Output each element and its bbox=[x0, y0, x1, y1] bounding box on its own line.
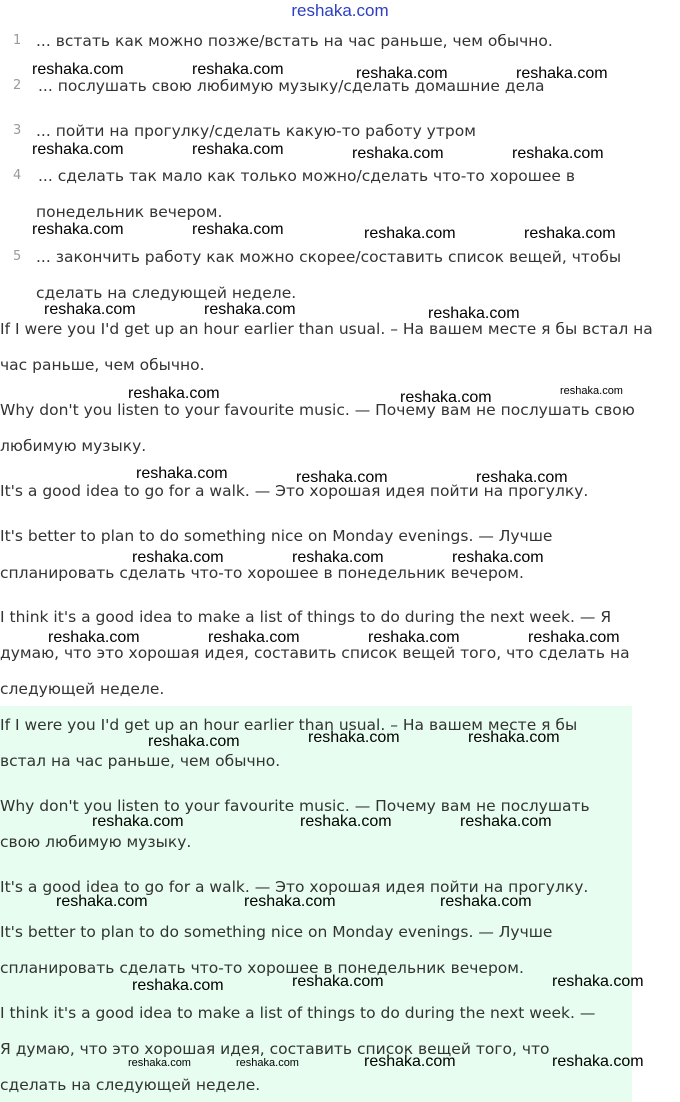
answer1-line-9: думаю, что это хорошая идея, составить список вещей того, что сделать на bbox=[0, 644, 630, 662]
watermark: reshaka.com bbox=[128, 385, 220, 402]
list-item-1-line-1: ... встать как можно позже/встать на час раньше, чем обычно. bbox=[36, 32, 553, 50]
answer1-line-4: любимую музыку. bbox=[0, 437, 147, 455]
watermark: reshaka.com bbox=[48, 629, 140, 646]
answer1-line-5: It's a good idea to go for a walk. — Это хорошая идея пойти на прогулку. bbox=[0, 482, 589, 500]
watermark: reshaka.com bbox=[452, 549, 544, 566]
watermark: reshaka.com bbox=[400, 389, 492, 406]
watermark: reshaka.com bbox=[32, 61, 124, 78]
watermark: reshaka.com bbox=[308, 729, 400, 746]
watermark: reshaka.com bbox=[296, 469, 388, 486]
watermark: reshaka.com bbox=[192, 61, 284, 78]
list-number-4: 4 bbox=[13, 168, 22, 183]
list-number-1: 1 bbox=[13, 33, 22, 48]
watermark: reshaka.com bbox=[192, 141, 284, 158]
watermark: reshaka.com bbox=[364, 225, 456, 242]
answer2-line-3: Why don't you listen to your favourite music. — Почему вам не послушать bbox=[0, 797, 590, 815]
answer1-line-2: час раньше, чем обычно. bbox=[0, 356, 205, 374]
list-item-3-line-1: ... пойти на прогулку/сделать какую-то работу утром bbox=[36, 122, 476, 140]
answer1-line-3: Why don't you listen to your favourite music. — Почему вам не послушать свою bbox=[0, 401, 635, 419]
watermark: reshaka.com bbox=[32, 221, 124, 238]
watermark: reshaka.com bbox=[560, 385, 623, 397]
watermark: reshaka.com bbox=[208, 629, 300, 646]
answer1-line-8: I think it's a good idea to make a list of things to do during the next week. — Я bbox=[0, 608, 612, 626]
list-number-3: 3 bbox=[13, 123, 22, 138]
watermark: reshaka.com bbox=[236, 1057, 299, 1069]
answer1-line-7: спланировать сделать что-то хорошее в понедельник вечером. bbox=[0, 564, 524, 582]
answer2-line-6: It's better to plan to do something nice on Monday evenings. — Лучше bbox=[0, 923, 553, 941]
answer2-line-5: It's a good idea to go for a walk. — Это хорошая идея пойти на прогулку. bbox=[0, 878, 589, 896]
watermark: reshaka.com bbox=[428, 305, 520, 322]
watermark: reshaka.com bbox=[192, 221, 284, 238]
answer2-line-7: спланировать сделать что-то хорошее в понедельник вечером. bbox=[0, 959, 524, 977]
watermark: reshaka.com bbox=[44, 301, 136, 318]
watermark: reshaka.com bbox=[476, 469, 568, 486]
watermark: reshaka.com bbox=[552, 973, 644, 990]
list-item-5-line-2: сделать на следующей неделе. bbox=[36, 284, 297, 302]
answer1-line-1: If I were you I'd get up an hour earlier than usual. – На вашем месте я бы встал на bbox=[0, 320, 653, 338]
watermark: reshaka.com bbox=[148, 733, 240, 750]
watermark: reshaka.com bbox=[32, 141, 124, 158]
list-number-2: 2 bbox=[13, 78, 22, 93]
watermark: reshaka.com bbox=[292, 973, 384, 990]
site-header[interactable]: reshaka.com bbox=[291, 1, 389, 20]
watermark: reshaka.com bbox=[136, 465, 228, 482]
answer2-line-9: Я думаю, что это хорошая идея, составить список вещей того, что bbox=[0, 1040, 550, 1058]
list-item-5-line-1: ... закончить работу как можно скорее/составить список вещей, чтобы bbox=[36, 248, 622, 266]
answer2-line-1: If I were you I'd get up an hour earlier than usual. – На вашем месте я бы bbox=[0, 716, 578, 734]
answer1-line-10: следующей неделе. bbox=[0, 680, 165, 698]
watermark: reshaka.com bbox=[356, 65, 448, 82]
answer2-line-8: I think it's a good idea to make a list of things to do during the next week. — bbox=[0, 1004, 596, 1022]
answer2-line-2: встал на час раньше, чем обычно. bbox=[0, 752, 281, 770]
watermark: reshaka.com bbox=[468, 729, 560, 746]
watermark: reshaka.com bbox=[364, 1053, 456, 1070]
watermark: reshaka.com bbox=[292, 549, 384, 566]
watermark: reshaka.com bbox=[132, 549, 224, 566]
watermark: reshaka.com bbox=[524, 225, 616, 242]
answer2-line-10: сделать на следующей неделе. bbox=[0, 1076, 261, 1094]
watermark: reshaka.com bbox=[92, 813, 184, 830]
watermark: reshaka.com bbox=[352, 145, 444, 162]
watermark: reshaka.com bbox=[528, 629, 620, 646]
watermark: reshaka.com bbox=[56, 893, 148, 910]
watermark: reshaka.com bbox=[512, 145, 604, 162]
watermark: reshaka.com bbox=[368, 629, 460, 646]
watermark: reshaka.com bbox=[132, 977, 224, 994]
list-item-4-line-2: понедельник вечером. bbox=[36, 203, 223, 221]
watermark: reshaka.com bbox=[204, 301, 296, 318]
watermark: reshaka.com bbox=[516, 65, 608, 82]
watermark: reshaka.com bbox=[300, 813, 392, 830]
watermark: reshaka.com bbox=[244, 893, 336, 910]
watermark: reshaka.com bbox=[440, 893, 532, 910]
answer1-line-6: It's better to plan to do something nice on Monday evenings. — Лучше bbox=[0, 527, 553, 545]
watermark: reshaka.com bbox=[128, 1057, 191, 1069]
list-item-2-line-1: ... послушать свою любимую музыку/сделать домашние дела bbox=[38, 77, 545, 95]
watermark: reshaka.com bbox=[552, 1053, 644, 1070]
list-number-5: 5 bbox=[13, 249, 22, 264]
answer2-line-4: свою любимую музыку. bbox=[0, 833, 192, 851]
list-item-4-line-1: ... сделать так мало как только можно/сделать что-то хорошее в bbox=[38, 167, 576, 185]
watermark: reshaka.com bbox=[460, 813, 552, 830]
